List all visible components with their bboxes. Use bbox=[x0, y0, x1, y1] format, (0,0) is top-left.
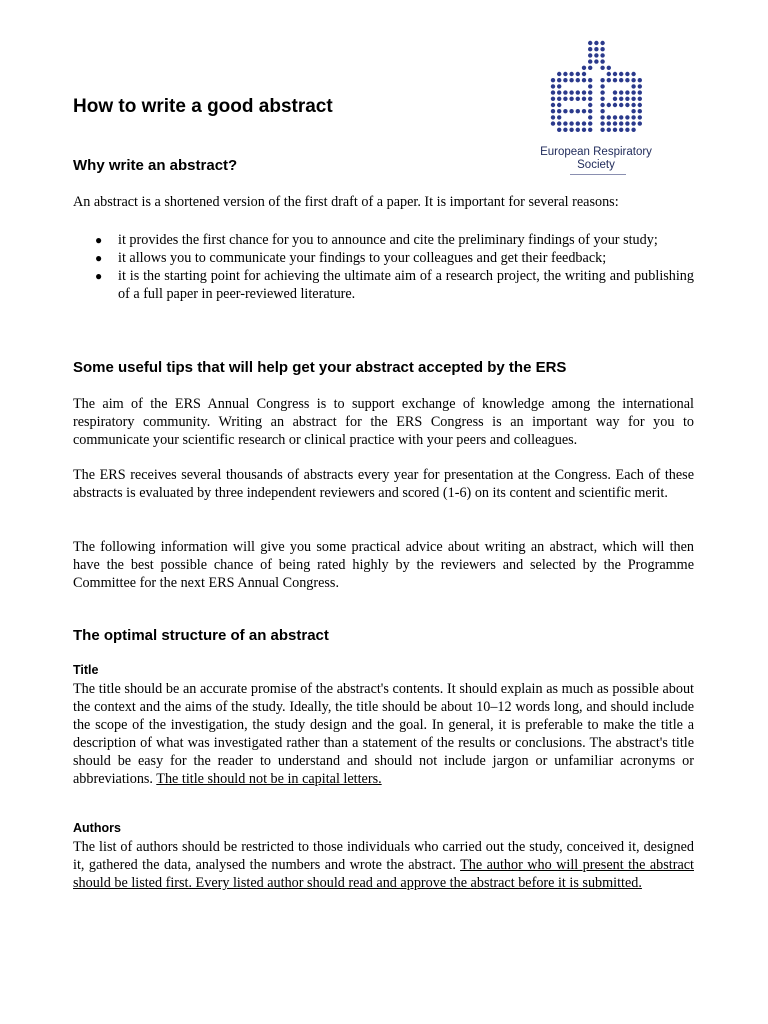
logo-dot bbox=[569, 97, 573, 101]
logo-dot bbox=[613, 97, 617, 101]
logo-dot bbox=[594, 59, 598, 63]
logo-dot bbox=[613, 103, 617, 107]
logo-dot bbox=[607, 103, 611, 107]
logo-dot bbox=[594, 47, 598, 51]
logo-dot bbox=[557, 84, 561, 88]
authors-rule-underlined: The author who will present the abstract should be listed first. Every listed author should read and approve the abstract before it is submitted. bbox=[73, 857, 694, 891]
logo-dot bbox=[631, 103, 635, 107]
logo-dot bbox=[582, 121, 586, 125]
logo-dot bbox=[631, 109, 635, 113]
logo-dot bbox=[631, 90, 635, 94]
logo-dot bbox=[563, 109, 567, 113]
logo-dot bbox=[588, 109, 592, 113]
logo-dot bbox=[551, 84, 555, 88]
ers-lungs-icon bbox=[550, 40, 642, 140]
logo-dot bbox=[588, 84, 592, 88]
logo-dot bbox=[563, 72, 567, 76]
logo-dot bbox=[588, 41, 592, 45]
tips-paragraph-3: The following information will give you some practical advice about writing an abstract, which will then have the best possible chance of being rated highly by the reviewers and selected by the Programme Committee for the next ERS Annual Congress. bbox=[73, 539, 694, 591]
logo-line-1: European Respiratory bbox=[540, 146, 652, 158]
logo-dot bbox=[569, 109, 573, 113]
logo-dot bbox=[625, 78, 629, 82]
logo-dot bbox=[638, 115, 642, 119]
logo-dot bbox=[551, 103, 555, 107]
list-item: ● it is the starting point for achieving the ultimate aim of a research project, the writing and publishing of a full paper in peer-reviewed literature. bbox=[95, 268, 694, 302]
logo-dot bbox=[576, 109, 580, 113]
logo-dot bbox=[582, 109, 586, 113]
logo-dot bbox=[619, 97, 623, 101]
logo-dot bbox=[557, 109, 561, 113]
logo-dot bbox=[638, 103, 642, 107]
logo-dot bbox=[600, 66, 604, 70]
logo-dot bbox=[600, 97, 604, 101]
logo-text bbox=[536, 146, 656, 172]
logo-dot bbox=[569, 72, 573, 76]
logo-dot bbox=[563, 78, 567, 82]
logo-dot bbox=[600, 103, 604, 107]
list-item: ● it allows you to communicate your findings to your colleagues and get their feedback; bbox=[95, 250, 607, 266]
logo-dot bbox=[582, 78, 586, 82]
logo-dot bbox=[551, 121, 555, 125]
logo-dot bbox=[588, 128, 592, 132]
logo-dot bbox=[588, 97, 592, 101]
logo-dot bbox=[557, 78, 561, 82]
logo-dot bbox=[551, 109, 555, 113]
logo-dot bbox=[576, 97, 580, 101]
logo-dot bbox=[600, 59, 604, 63]
logo-dot bbox=[557, 97, 561, 101]
logo-dot bbox=[625, 103, 629, 107]
logo-dot bbox=[569, 78, 573, 82]
logo-dot bbox=[607, 78, 611, 82]
logo-dot bbox=[638, 97, 642, 101]
logo-dot bbox=[619, 103, 623, 107]
logo-dot bbox=[588, 66, 592, 70]
authors-section-heading: Authors bbox=[73, 821, 121, 835]
logo-dot bbox=[638, 84, 642, 88]
logo-dot bbox=[625, 121, 629, 125]
logo-dot bbox=[631, 128, 635, 132]
logo-dot bbox=[638, 90, 642, 94]
logo-dot bbox=[594, 41, 598, 45]
list-item: ● it provides the first chance for you to announce and cite the preliminary findings of your study; bbox=[95, 232, 658, 248]
logo-dot bbox=[557, 115, 561, 119]
logo-dot bbox=[600, 109, 604, 113]
logo-dot bbox=[625, 115, 629, 119]
logo-dot bbox=[619, 78, 623, 82]
logo-dot bbox=[569, 90, 573, 94]
logo-dot bbox=[582, 72, 586, 76]
logo-dot bbox=[619, 90, 623, 94]
logo-dot bbox=[576, 78, 580, 82]
ers-logo bbox=[536, 40, 656, 176]
logo-dot bbox=[557, 90, 561, 94]
logo-dot bbox=[625, 97, 629, 101]
logo-dot bbox=[607, 128, 611, 132]
logo-dot bbox=[600, 84, 604, 88]
logo-dot bbox=[613, 115, 617, 119]
tips-paragraph-2: The ERS receives several thousands of abstracts every year for presentation at the Congress. Each of these abstracts is evaluated by three independent reviewers and scored (1-6) on its content and scientific merit. bbox=[73, 467, 694, 501]
logo-dot bbox=[576, 128, 580, 132]
tips-heading: Some useful tips that will help get your abstract accepted by the ERS bbox=[73, 359, 567, 376]
logo-dot bbox=[588, 103, 592, 107]
why-bullet-list bbox=[73, 231, 694, 303]
logo-dot bbox=[613, 78, 617, 82]
logo-dot bbox=[582, 97, 586, 101]
logo-dot bbox=[551, 97, 555, 101]
logo-dot bbox=[563, 90, 567, 94]
authors-section-paragraph: The list of authors should be restricted to those individuals who carried out the study, conceived it, designed it, gathered the data, analysed the numbers and wrote the abstract. The author who will present the abstract should be listed first. Every listed author should read and approve the abstract before it is submitted. bbox=[73, 839, 694, 891]
logo-dot bbox=[631, 84, 635, 88]
logo-dot bbox=[582, 90, 586, 94]
logo-dot bbox=[588, 115, 592, 119]
logo-dot bbox=[576, 90, 580, 94]
logo-dot bbox=[619, 128, 623, 132]
logo-dot bbox=[563, 97, 567, 101]
logo-dot bbox=[619, 115, 623, 119]
title-section-paragraph: The title should be an accurate promise of the abstract's contents. It should explain as much as possible about the context and the aims of the study. Ideally, the title should be about 10–12 words long, and should include the scope of the investigation, the study design and the goal. In general, it is preferable to make the title a description of what was investigated rather than a statement of the results or conclusions. The abstract's title should be easy for the reader to understand and should not include jargon or unfamiliar acronyms or abbreviations. The title should not be in capital letters. bbox=[73, 681, 694, 787]
logo-dot bbox=[576, 121, 580, 125]
logo-dot bbox=[619, 121, 623, 125]
logo-dot bbox=[625, 128, 629, 132]
logo-dot bbox=[631, 121, 635, 125]
logo-dot bbox=[576, 72, 580, 76]
logo-dot bbox=[588, 53, 592, 57]
tips-paragraph-1: The aim of the ERS Annual Congress is to support exchange of knowledge among the international respiratory community. Writing an abstract for the ERS Congress is an important way for you to communicate your scientific research or clinical practice with your peers and colleagues. bbox=[73, 396, 694, 448]
logo-dot bbox=[551, 78, 555, 82]
logo-dot bbox=[569, 128, 573, 132]
logo-dot bbox=[613, 128, 617, 132]
bullet-icon: ● bbox=[95, 251, 103, 265]
logo-dot bbox=[588, 47, 592, 51]
logo-dot bbox=[631, 72, 635, 76]
logo-dot bbox=[582, 128, 586, 132]
logo-dot bbox=[557, 128, 561, 132]
logo-dot bbox=[638, 121, 642, 125]
logo-dot bbox=[607, 72, 611, 76]
logo-underline bbox=[570, 174, 626, 175]
logo-dot bbox=[625, 90, 629, 94]
logo-dot bbox=[600, 115, 604, 119]
title-rule-underlined: The title should not be in capital letters. bbox=[156, 771, 382, 787]
logo-dot bbox=[600, 41, 604, 45]
logo-dot bbox=[600, 78, 604, 82]
logo-dot bbox=[607, 66, 611, 70]
bullet-icon: ● bbox=[95, 269, 103, 283]
logo-dot bbox=[557, 103, 561, 107]
logo-dot bbox=[557, 121, 561, 125]
logo-dot bbox=[588, 90, 592, 94]
page-title: How to write a good abstract bbox=[73, 96, 333, 117]
logo-dot bbox=[600, 47, 604, 51]
logo-dot bbox=[600, 53, 604, 57]
logo-dot bbox=[582, 66, 586, 70]
title-section-heading: Title bbox=[73, 663, 99, 677]
why-heading: Why write an abstract? bbox=[73, 157, 238, 174]
structure-heading: The optimal structure of an abstract bbox=[73, 627, 329, 644]
logo-dot bbox=[563, 121, 567, 125]
logo-dot bbox=[613, 72, 617, 76]
logo-dot bbox=[638, 109, 642, 113]
logo-dot bbox=[600, 128, 604, 132]
logo-dot bbox=[588, 78, 592, 82]
logo-dot bbox=[613, 90, 617, 94]
logo-dot bbox=[631, 115, 635, 119]
bullet-icon: ● bbox=[95, 233, 103, 247]
why-intro: An abstract is a shortened version of the first draft of a paper. It is important for several reasons: bbox=[73, 194, 619, 210]
logo-dot bbox=[638, 78, 642, 82]
logo-line-2: Society bbox=[577, 159, 615, 171]
logo-dot bbox=[557, 72, 561, 76]
logo-dot bbox=[563, 128, 567, 132]
logo-dot bbox=[588, 121, 592, 125]
logo-dot bbox=[594, 53, 598, 57]
logo-dot bbox=[551, 90, 555, 94]
logo-dot bbox=[607, 115, 611, 119]
logo-dot bbox=[631, 97, 635, 101]
logo-dot bbox=[551, 115, 555, 119]
logo-dot bbox=[569, 121, 573, 125]
logo-dot bbox=[607, 121, 611, 125]
logo-dot bbox=[600, 121, 604, 125]
logo-dot bbox=[600, 90, 604, 94]
logo-dot bbox=[619, 72, 623, 76]
logo-dot bbox=[588, 59, 592, 63]
logo-dot bbox=[625, 72, 629, 76]
logo-dot bbox=[613, 121, 617, 125]
logo-dot bbox=[631, 78, 635, 82]
